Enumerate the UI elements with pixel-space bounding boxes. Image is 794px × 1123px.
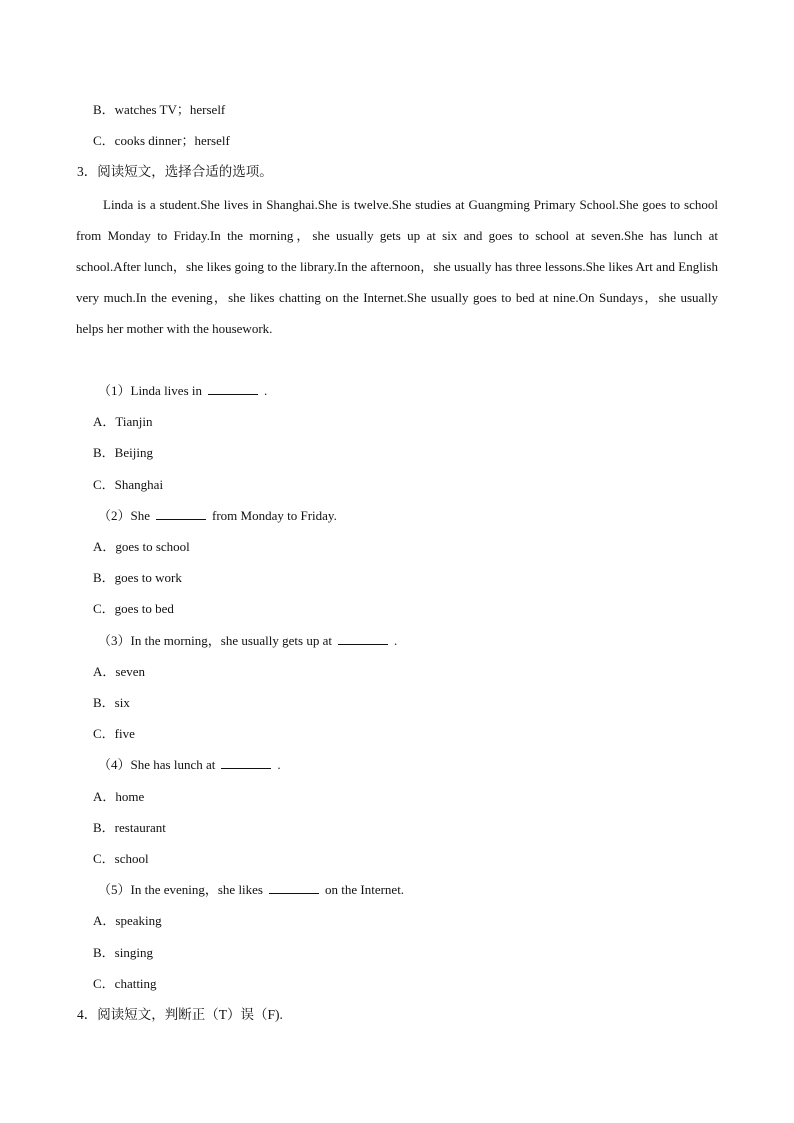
q4-option-a: A．home (93, 789, 145, 804)
section-3-heading: 3．阅读短文，选择合适的选项。 (77, 164, 273, 179)
question-1 (98, 383, 267, 399)
question-5 (98, 882, 404, 898)
q1-option-a: A．Tianjin (93, 414, 153, 429)
question-4 (98, 757, 281, 773)
question-text-end: from Monday to Friday. (212, 508, 337, 523)
answer-blank (269, 882, 319, 894)
prev-option-c: C．cooks dinner；herself (93, 133, 230, 148)
q2-option-c: C．goes to bed (93, 601, 174, 616)
q1-option-b: B．Beijing (93, 445, 153, 460)
answer-blank (338, 633, 388, 645)
q1-option-c: C．Shanghai (93, 477, 164, 492)
question-text: （2）She (98, 508, 151, 523)
answer-blank (221, 757, 271, 769)
question-text: （1）Linda lives in (98, 383, 202, 398)
question-text: （4）She has lunch at (98, 757, 216, 772)
answer-blank (208, 383, 258, 395)
question-text: （5）In the evening，she likes (98, 882, 263, 897)
question-text-end: . (264, 383, 268, 398)
q3-option-b: B．six (93, 695, 130, 710)
question-text-end: . (277, 757, 281, 772)
question-text: （3）In the morning，she usually gets up at (98, 633, 332, 648)
q4-option-b: B．restaurant (93, 820, 166, 835)
q5-option-b: B．singing (93, 945, 153, 960)
q5-option-a: A．speaking (93, 913, 162, 928)
q5-option-c: C．chatting (93, 976, 157, 991)
prev-option-b: B．watches TV；herself (93, 102, 226, 117)
answer-blank (156, 508, 206, 520)
question-text-end: . (393, 633, 398, 648)
q2-option-b: B．goes to work (93, 570, 182, 585)
question-2 (98, 508, 337, 524)
q2-option-a: A．goes to school (93, 539, 190, 554)
reading-passage: Linda is a student.She lives in Shanghai.She is twelve.She studies at Guangming Primary School.She goes to school from Monday to Friday.In the morning，she usually gets up at six and goes to school at seven.She has lunch at school.After lunch，she likes going to the library.In the afternoon，she usually has three lessons.She likes Art and English very much.In the evening，she likes chatting on the Internet.She usually goes to bed at nine.On Sundays，she usually helps her mother with the housework. (76, 197, 718, 336)
q4-option-c: C．school (93, 851, 149, 866)
section-4-heading: 4．阅读短文，判断正（T）误（F). (77, 1007, 283, 1022)
question-3 (98, 633, 397, 649)
question-text-end: on the Internet. (325, 882, 405, 897)
q3-option-a: A．seven (93, 664, 145, 679)
q3-option-c: C．five (93, 726, 135, 741)
